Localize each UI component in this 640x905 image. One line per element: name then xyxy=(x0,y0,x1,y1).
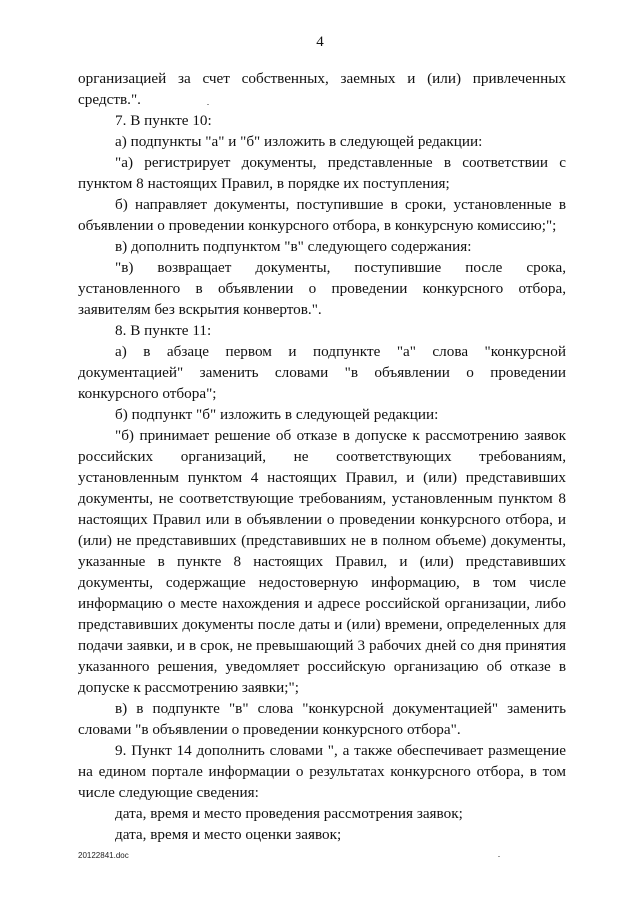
paragraph: "а) регистрирует документы, представленные в соответствии с пунктом 8 настоящих Правил, в порядке их поступления; xyxy=(78,154,566,192)
footer-doc-code: 20122841.doc xyxy=(78,851,129,860)
paragraph: в) в подпункте "в" слова "конкурсной документацией" заменить словами "в объявлении о проведении конкурсного отбора". xyxy=(78,700,566,738)
paragraph: а) в абзаце первом и подпункте "а" слова "конкурсной документацией" заменить словами "в объявлении о проведении конкурсного отбора"; xyxy=(78,343,566,402)
paragraph: б) направляет документы, поступившие в сроки, установленные в объявлении о проведении конкурсного отбора, в конкурсную комиссию;"; xyxy=(78,196,566,234)
paragraph: "б) принимает решение об отказе в допуске к рассмотрению заявок российских организаций, не соответствующих требованиям, установленным пунктом 4 настоящих Правил, и (или) представивших документы, не соответствующие требованиям, установленным пунктом 8 настоящих Правил или в объявлении о проведении конкурсного отбора, и (или) не представивших (представивших не в полном объеме) документы, указанные в пункте 8 настоящих Правил, и (или) представивших документы, содержащие недостоверную информацию, в том числе информацию о месте нахождения и адресе российской организации, либо представивших документы после даты и (или) времени, определенных для подачи заявки, и в срок, не превышающий 3 рабочих дней со дня принятия указанного решения, уведомляет российскую организацию об отказе в допуске к рассмотрению заявки;"; xyxy=(78,427,566,696)
paragraph: дата, время и место оценки заявок; xyxy=(115,826,342,843)
paragraph: дата, время и место проведения рассмотрения заявок; xyxy=(115,805,463,822)
paragraph-item-8: 8. В пункте 11: xyxy=(115,322,212,339)
paragraph: "в) возвращает документы, поступившие после срока, установленного в объявлении о проведении конкурсного отбора, заявителям без вскрытия конвертов.". xyxy=(78,259,566,318)
paragraph: б) подпункт "б" изложить в следующей редакции: xyxy=(115,406,439,423)
paragraph-continuation: организацией за счет собственных, заемных и (или) привлеченных средств.". xyxy=(78,70,566,108)
scan-speck xyxy=(207,104,209,105)
scan-speck xyxy=(498,856,500,857)
document-body xyxy=(78,68,566,845)
paragraph-item-9: 9. Пункт 14 дополнить словами ", а также обеспечивает размещение на едином портале информации о результатах конкурсного отбора, в том числе следующие сведения: xyxy=(78,742,566,801)
paragraph: в) дополнить подпунктом "в" следующего содержания: xyxy=(115,238,472,255)
paragraph: а) подпункты "а" и "б" изложить в следующей редакции: xyxy=(115,133,483,150)
page-number: 4 xyxy=(316,34,324,50)
paragraph-item-7: 7. В пункте 10: xyxy=(115,112,212,129)
